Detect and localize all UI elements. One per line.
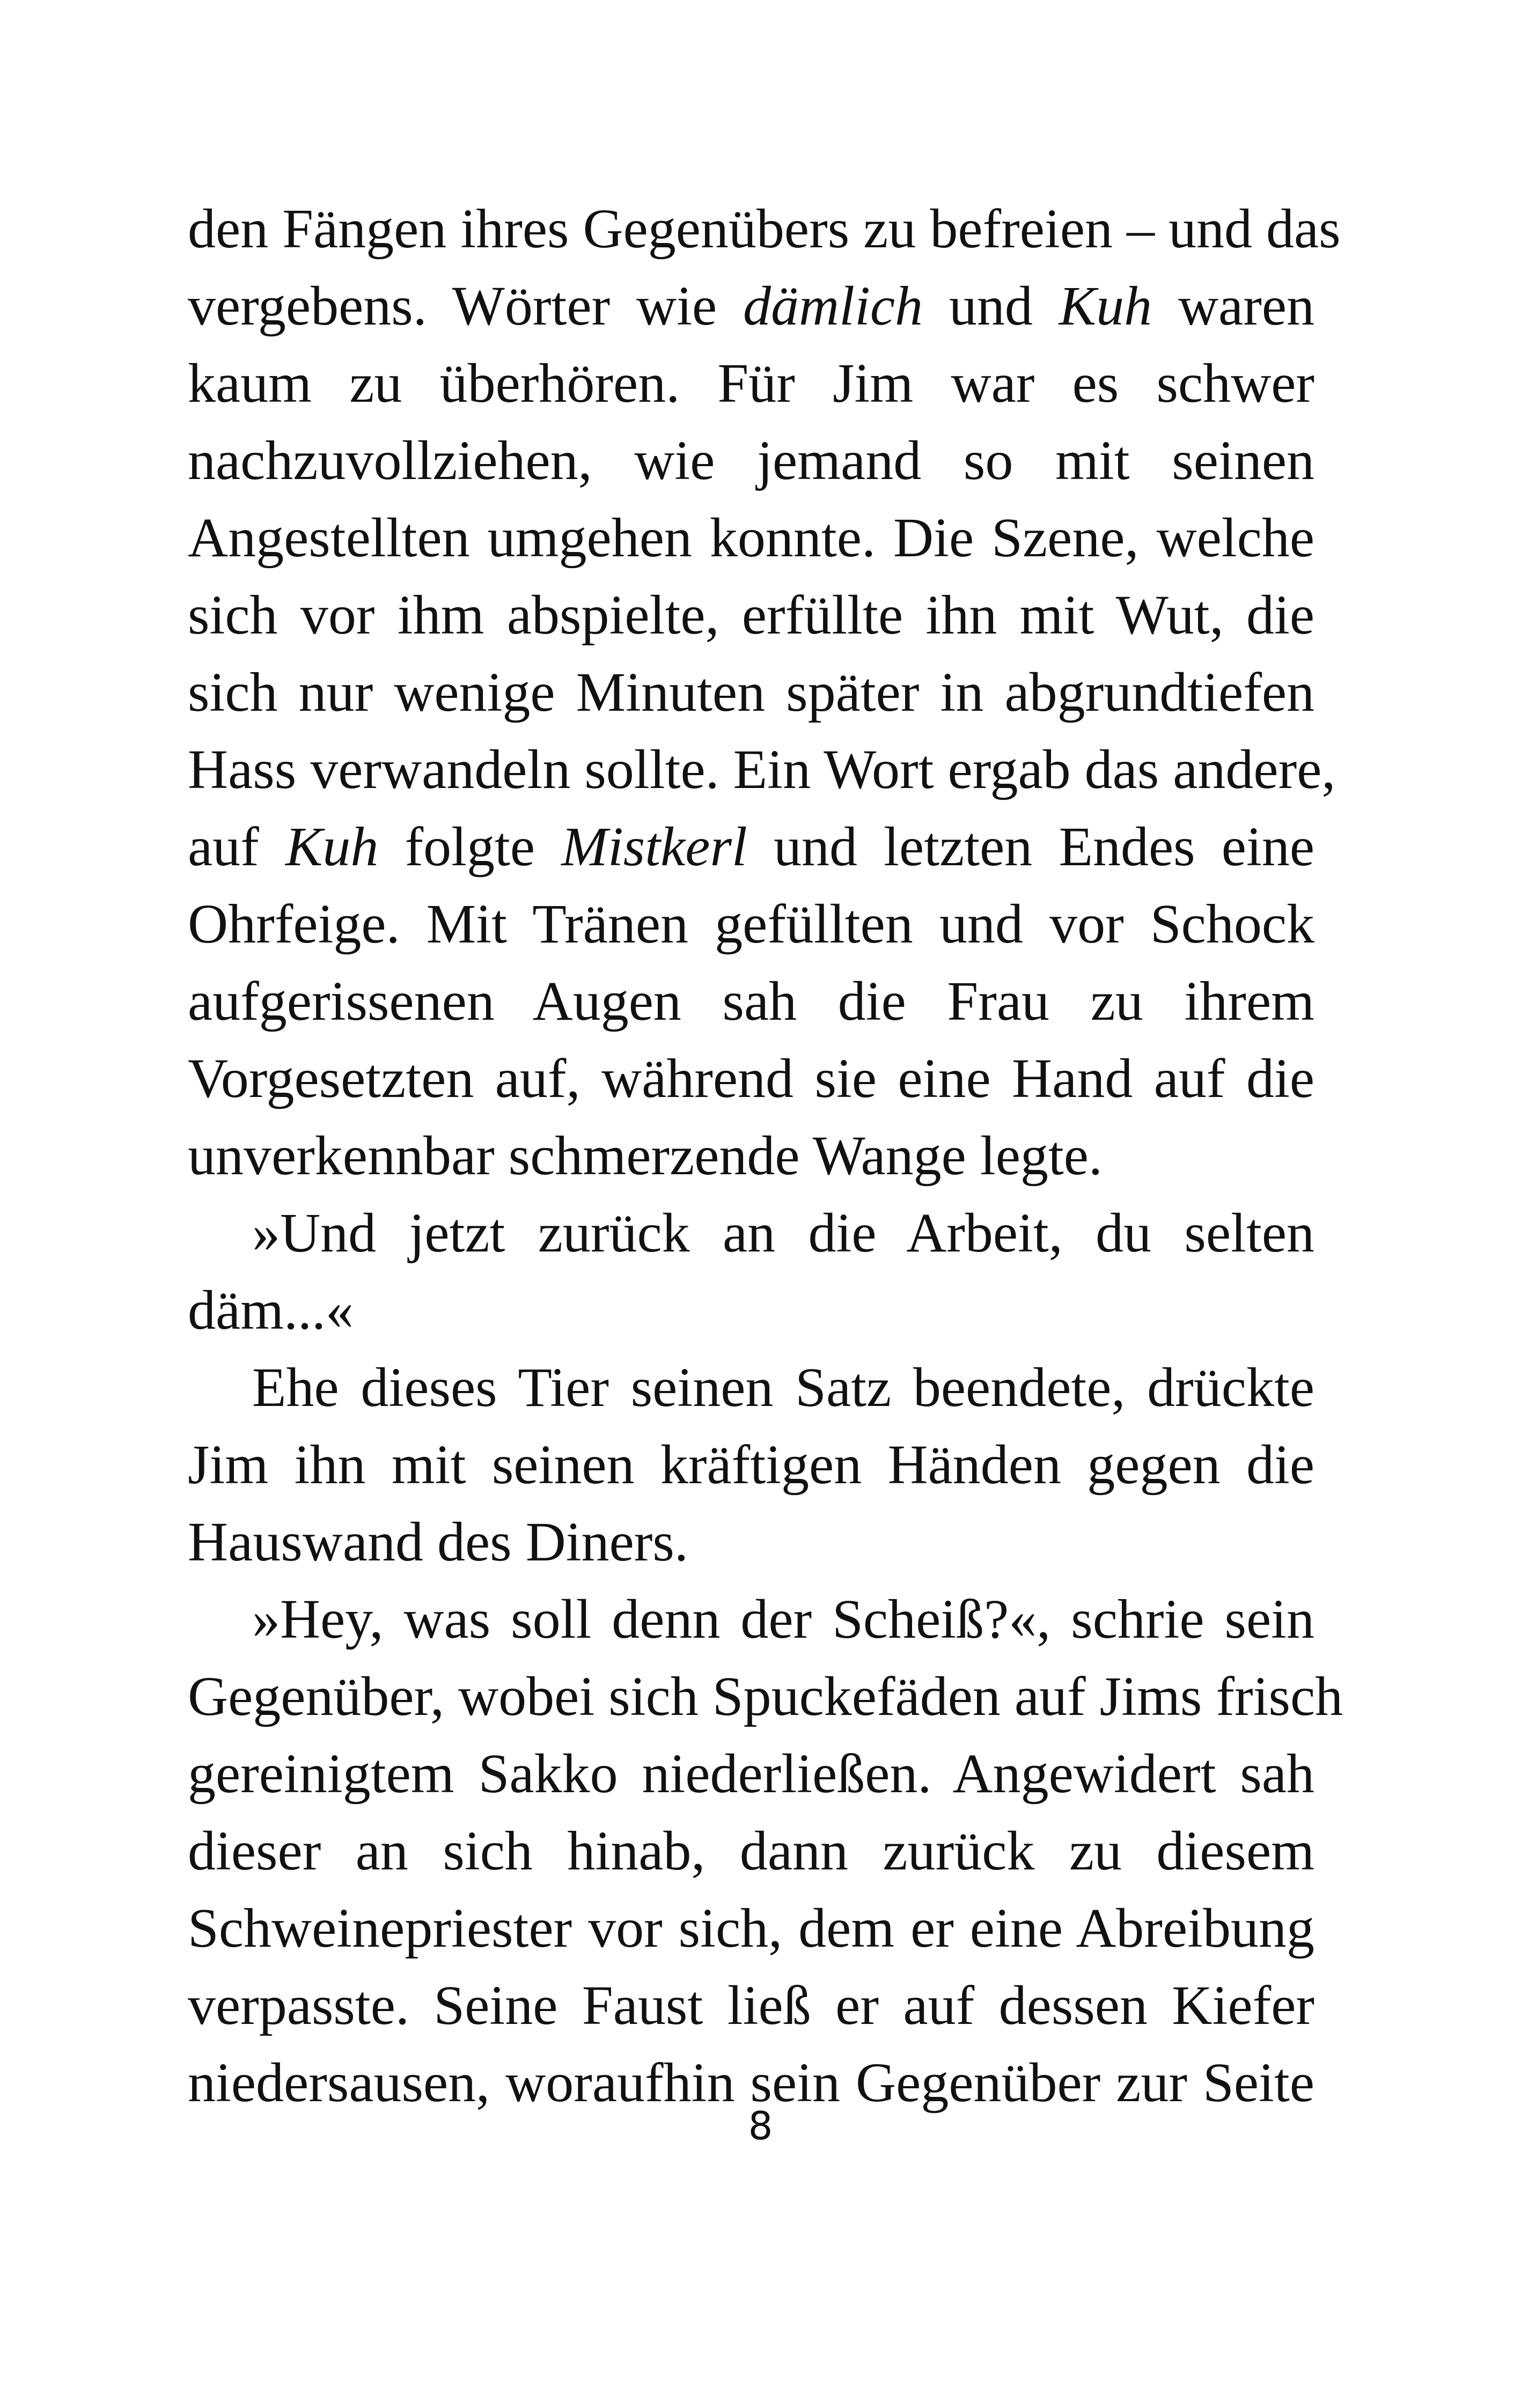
text-line: däm...« <box>188 1279 354 1341</box>
text-line: verpasste. Seine Faust ließ er auf dessen Kiefer <box>188 1975 1314 2036</box>
text-line: Hauswand des Diners. <box>188 1511 688 1573</box>
text-line: Schweinepriester vor sich, dem er eine Abreibung <box>188 1897 1314 1959</box>
text-line: aufgerissenen Augen sah die Frau zu ihrem <box>188 970 1314 1032</box>
text-line: den Fängen ihres Gegenübers zu befreien – und das <box>188 198 1341 260</box>
text-line: niedersausen, woraufhin sein Gegenüber zur Seite <box>188 2052 1314 2114</box>
italic-word: Kuh <box>285 816 379 878</box>
italic-word: dämlich <box>743 275 923 337</box>
text-line: vergebens. Wörter wie dämlich und Kuh waren <box>188 275 1315 337</box>
text-line: unverkennbar schmerzende Wange legte. <box>188 1125 1103 1187</box>
text-line: gereinigtem Sakko niederließen. Angewidert sah <box>188 1743 1314 1805</box>
italic-word: Mistkerl <box>561 816 747 878</box>
text-line: Vorgesetzten auf, während sie eine Hand auf die <box>188 1048 1314 1109</box>
text-line: sich nur wenige Minuten später in abgrundtiefen <box>188 661 1314 723</box>
text-line: kaum zu überhören. Für Jim war es schwer <box>188 352 1314 414</box>
paragraph-start: Ehe dieses Tier seinen Satz beendete, drückte <box>252 1357 1314 1418</box>
text-line: Jim ihn mit seinen kräftigen Händen gegen die <box>188 1434 1314 1496</box>
dialogue-line: »Und jetzt zurück an die Arbeit, du selten <box>252 1202 1314 1264</box>
text-line: sich vor ihm abspielte, erfüllte ihn mit Wut, die <box>188 584 1314 646</box>
text-line: Hass verwandeln sollte. Ein Wort ergab das andere, <box>188 739 1336 800</box>
text-line: Gegenüber, wobei sich Spuckefäden auf Jims frisch <box>188 1666 1343 1727</box>
text-line: Ohrfeige. Mit Tränen gefüllten und vor Schock <box>188 893 1314 955</box>
text-line: nachzuvollziehen, wie jemand so mit seinen <box>188 430 1314 491</box>
italic-word: Kuh <box>1059 275 1152 337</box>
dialogue-line: »Hey, was soll denn der Scheiß?«, schrie sein <box>252 1588 1314 1650</box>
text-line: auf Kuh folgte Mistkerl und letzten Endes eine <box>188 816 1314 878</box>
text-line: Angestellten umgehen konnte. Die Szene, welche <box>188 507 1314 569</box>
text-line: dieser an sich hinab, dann zurück zu diesem <box>188 1820 1314 1882</box>
page-number: 8 <box>748 2103 773 2148</box>
body-text <box>188 190 1343 2122</box>
